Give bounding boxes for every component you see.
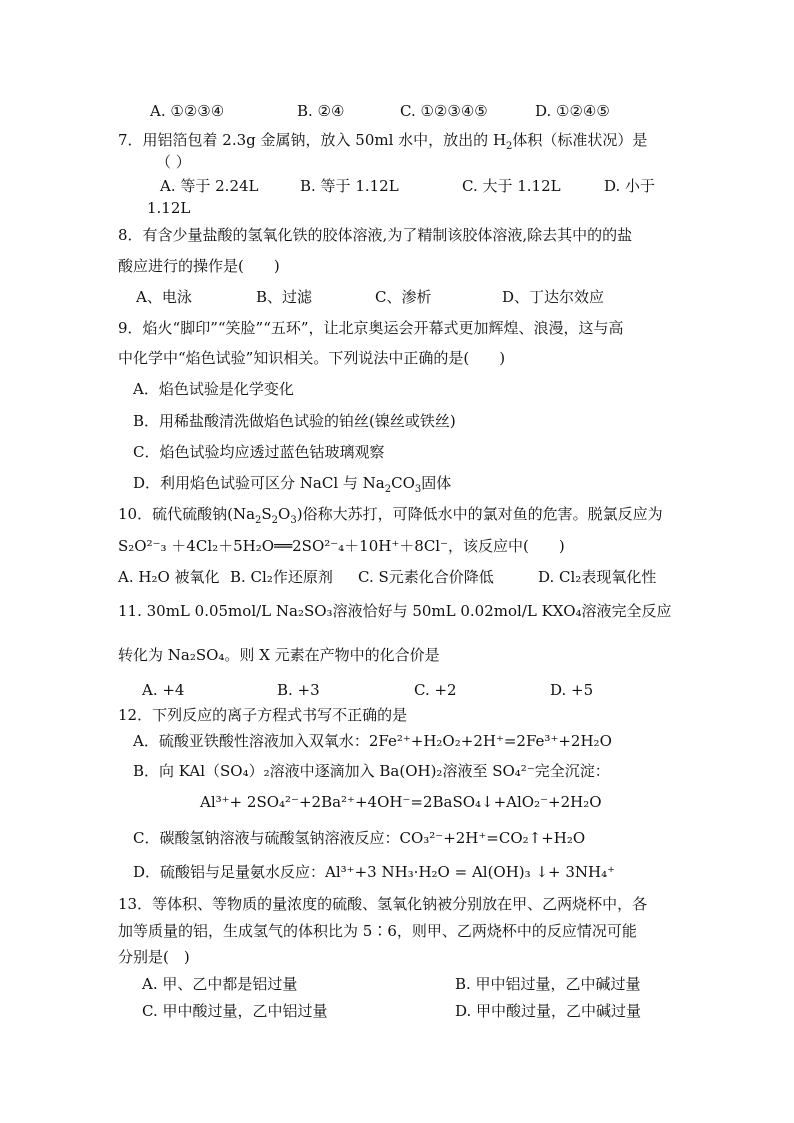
q12-option-b: B．向 KAl（SO₄）₂溶液中逐滴加入 Ba(OH)₂溶液至 SO₄²⁻完全沉淀： (133, 762, 610, 780)
q9-option-a: A．焰色试验是化学变化 (133, 380, 294, 398)
q7-stem-line1: 7．用铝箔包着 2.3g 金属钠，放入 50ml 水中，放出的 $H_2$体积（标准状况）是 (118, 131, 648, 152)
q6-option-c: C. ①②③④⑤ (400, 102, 488, 120)
q8-stem-line1: 8．有含少量盐酸的氢氧化铁的胶体溶液,为了精制该胶体溶液,除去其中的的盐 (118, 226, 633, 244)
q13-option-c: C. 甲中酸过量，乙中铝过量 (142, 1002, 328, 1020)
q6-option-d: D. ①②④⑤ (535, 102, 610, 120)
q8-option-d: D、丁达尔效应 (502, 288, 605, 306)
q12-stem: 12．下列反应的离子方程式书写不正确的是 (118, 706, 408, 724)
q13-stem-line1: 13．等体积、等物质的量浓度的硫酸、氢氧化钠被分别放在甲、乙两烧杯中，各 (118, 895, 648, 913)
q10-option-c: C. S元素化合价降低 (358, 568, 494, 586)
q10-option-a: A. H₂O 被氧化 (118, 568, 220, 586)
q8-stem-line2: 酸应进行的操作是( ) (118, 257, 280, 275)
q12-option-a: A．硫酸亚铁酸性溶液加入双氧水：2Fe²⁺+H₂O₂+2H⁺=2Fe³⁺+2H₂O (133, 732, 612, 750)
q11-option-d: D. +5 (550, 681, 594, 699)
q9-option-b: B．用稀盐酸清洗做焰色试验的铂丝(镍丝或铁丝) (133, 412, 456, 430)
q8-option-b: B、过滤 (256, 288, 313, 306)
q10-equation: S₂O²⁻₃ ＋4Cl₂＋5H₂O══2SO²⁻₄＋10H⁺＋8Cl⁻，该反应中( ) (118, 537, 565, 555)
q7-option-c: C. 大于 1.12L (462, 177, 561, 195)
q8-option-a: A、电泳 (136, 288, 192, 306)
q10-option-b: B. Cl₂作还原剂 (230, 568, 333, 586)
q11-option-b: B. +3 (277, 681, 320, 699)
q7-option-d: D. 小于 (604, 177, 656, 195)
q9-option-c: C．焰色试验均应透过蓝色钴玻璃观察 (133, 443, 385, 461)
q13-option-a: A. 甲、乙中都是铝过量 (142, 975, 298, 993)
q8-option-c: C、渗析 (375, 288, 432, 306)
q11-option-a: A. +4 (142, 681, 185, 699)
q13-option-b: B. 甲中铝过量，乙中碱过量 (455, 975, 641, 993)
q9-stem-line2: 中化学中“焰色试验”知识相关。下列说法中正确的是( ) (118, 349, 506, 367)
q10-option-d: D. Cl₂表现氧化性 (538, 568, 657, 586)
q10-stem-line1: 10．硫代硫酸钠$(Na_2S_2O_3)$俗称大苏打，可降低水中的氯对鱼的危害。脱氯反应为 (118, 505, 663, 526)
q13-stem-line3: 分别是( ) (118, 948, 190, 966)
q7-option-b: B. 等于 1.12L (300, 177, 399, 195)
q12-option-d: D．硫酸铝与足量氨水反应：Al³⁺+3 NH₃·H₂O = Al(OH)₃ ↓+ 3NH₄⁺ (133, 863, 616, 881)
q9-option-d: D．利用焰色试验可区分 NaCl 与 $Na_2CO_3$固体 (133, 474, 452, 495)
q6-option-b: B. ②④ (297, 102, 345, 120)
q13-option-d: D. 甲中酸过量，乙中碱过量 (455, 1002, 642, 1020)
q12-option-b-equation: Al³⁺+ 2SO₄²⁻+2Ba²⁺+4OH⁻=2BaSO₄↓+AlO₂⁻+2H₂O (200, 793, 602, 811)
q11-stem-line2: 转化为 Na₂SO₄。则 X 元素在产物中的化合价是 (118, 646, 440, 664)
q13-stem-line2: 加等质量的铝，生成氢气的体积比为 5∶6，则甲、乙两烧杯中的反应情况可能 (118, 922, 637, 940)
q11-option-c: C. +2 (414, 681, 457, 699)
q7-answer-paren: （ ） (156, 153, 191, 171)
q6-option-a: A. ①②③④ (150, 102, 225, 120)
q7-option-d-cont: 1.12L (147, 199, 191, 217)
q7-option-a: A. 等于 2.24L (160, 177, 259, 195)
q12-option-c: C．碳酸氢钠溶液与硫酸氢钠溶液反应：CO₃²⁻+2H⁺=CO₂↑+H₂O (133, 829, 586, 847)
q9-stem-line1: 9．焰火“脚印”“笑脸”“五环”，让北京奥运会开幕式更加辉煌、浪漫，这与高 (118, 319, 624, 337)
q11-stem-line1: 11. 30mL 0.05mol/L Na₂SO₃溶液恰好与 50mL 0.02mol/L KXO₄溶液完全反应 (118, 602, 672, 620)
